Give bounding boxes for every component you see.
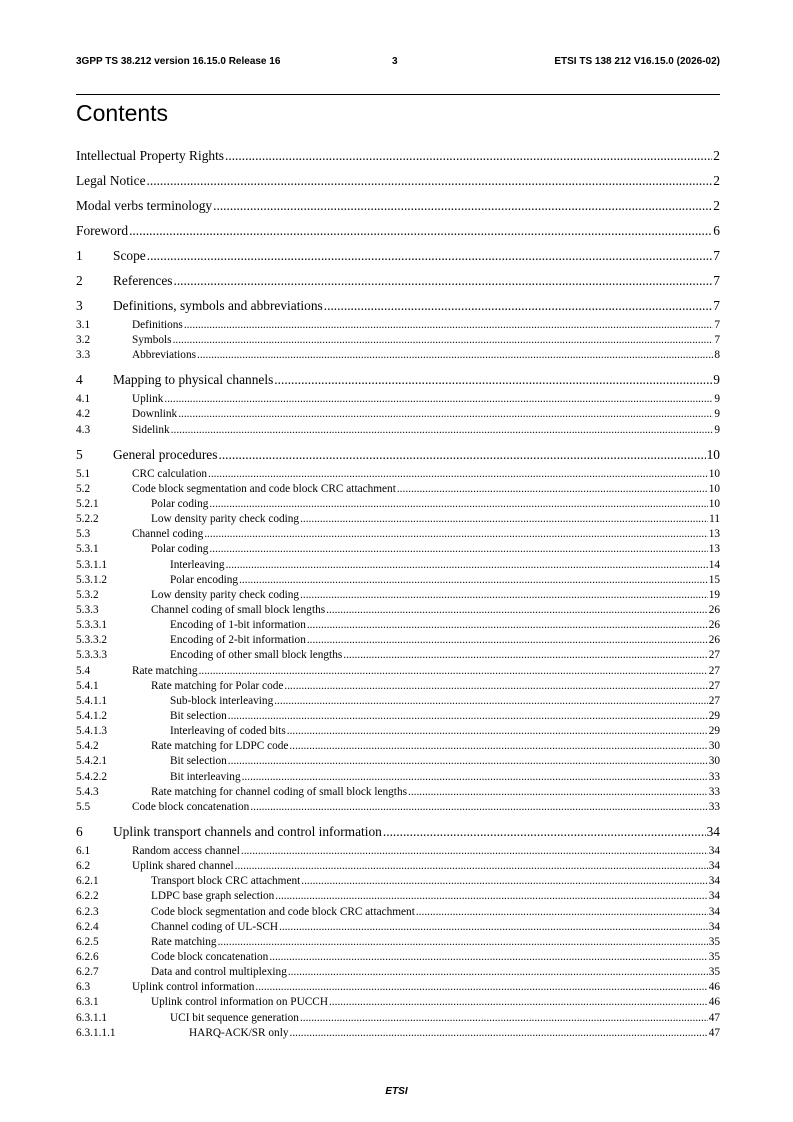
toc-entry-number: 6.3.1: [76, 996, 99, 1009]
toc-entry-title: Channel coding of small block lengths: [151, 603, 326, 616]
toc-entry[interactable]: [76, 890, 720, 904]
toc-leader-dots: [239, 574, 708, 586]
toc-entry-number: 5.4.1.3: [76, 725, 108, 738]
toc-entry-number: 5.3: [76, 528, 91, 541]
toc-entry-page: 9: [714, 408, 720, 421]
toc-entry[interactable]: [76, 589, 720, 603]
page-header: [76, 56, 720, 72]
toc-leader-dots: [129, 223, 712, 239]
toc-entry-title: Uplink transport channels and control information: [113, 823, 382, 839]
toc-entry-number: 5.3.3.1: [76, 619, 108, 632]
toc-leader-dots: [147, 248, 713, 264]
toc-entry-number: 5.4.1.2: [76, 710, 108, 722]
toc-entry[interactable]: [76, 223, 720, 240]
toc-entry[interactable]: [76, 319, 720, 333]
toc-entry-page: 10: [708, 482, 720, 495]
toc-leader-dots: [228, 755, 708, 767]
toc-entry-number: 6.1: [76, 844, 91, 857]
page-title: Contents: [76, 100, 169, 126]
toc-entry-page: 33: [708, 785, 720, 798]
toc-entry-title: Modal verbs terminology: [76, 198, 213, 213]
header-page-number: 3: [392, 56, 398, 67]
toc-entry-title: Definitions: [132, 319, 183, 331]
toc-leader-dots: [284, 680, 707, 692]
toc-entry-title: Abbreviations: [132, 349, 197, 362]
toc-entry-page: 34: [708, 875, 720, 888]
toc-entry-page: 2: [713, 148, 720, 163]
toc-entry-number: 5.4.2.2: [76, 770, 108, 783]
toc-leader-dots: [173, 273, 712, 289]
toc-entry[interactable]: [76, 273, 720, 290]
toc-entry[interactable]: [76, 248, 720, 265]
toc-entry-title: Channel coding of UL-SCH: [151, 920, 279, 933]
toc-entry-number: 3.1: [76, 319, 91, 331]
toc-leader-dots: [204, 528, 707, 540]
toc-entry-number: 3.2: [76, 334, 91, 347]
toc-leader-dots: [226, 559, 708, 571]
toc-leader-dots: [235, 860, 708, 872]
toc-entry-page: 2: [713, 198, 720, 213]
toc-entry-page: 14: [708, 558, 720, 571]
toc-entry-page: 13: [708, 528, 720, 541]
toc-entry[interactable]: [76, 498, 720, 512]
toc-entry-title: LDPC base graph selection: [151, 890, 275, 903]
toc-leader-dots: [383, 824, 706, 840]
toc-entry-page: 34: [708, 890, 720, 903]
toc-entry-title: Data and control multiplexing: [151, 966, 287, 979]
toc-entry-page: 7: [714, 319, 720, 331]
toc-entry[interactable]: [76, 665, 720, 679]
toc-leader-dots: [301, 875, 707, 887]
toc-entry-title: Low density parity check coding: [151, 588, 300, 601]
toc-entry-title: Encoding of 2-bit information: [170, 634, 306, 647]
toc-entry-number: 5.4.2.1: [76, 755, 108, 768]
toc-entry-page: 10: [708, 467, 720, 480]
toc-entry-number: 3.3: [76, 349, 91, 362]
toc-entry-page: 26: [708, 603, 720, 616]
toc-entry-number: 6.2.4: [76, 920, 99, 933]
toc-entry-page: 47: [708, 1011, 720, 1024]
toc-entry-page: 7: [714, 334, 720, 347]
header-etsi-reference: ETSI TS 138 212 V16.15.0 (2026-02): [554, 56, 720, 67]
toc-entry-title: Bit selection: [170, 710, 227, 722]
toc-leader-dots: [250, 801, 707, 813]
toc-leader-dots: [300, 1012, 708, 1024]
toc-entry[interactable]: [76, 771, 720, 785]
toc-entry-number: 6.3.1.1.1: [76, 1026, 116, 1039]
toc-entry-page: 46: [708, 981, 720, 994]
toc-entry[interactable]: [76, 372, 720, 389]
toc-entry-title: References: [113, 273, 173, 288]
toc-entry-title: Uplink control information: [132, 981, 255, 994]
toc-leader-dots: [290, 1027, 708, 1039]
toc-entry[interactable]: [76, 559, 720, 573]
toc-entry-number: 4.2: [76, 408, 91, 421]
toc-entry-title: Code block segmentation and code block CRC attachment: [151, 905, 415, 918]
toc-leader-dots: [173, 334, 714, 346]
toc-leader-dots: [213, 198, 712, 214]
toc-entry[interactable]: [76, 860, 720, 874]
toc-entry-page: 27: [708, 679, 720, 692]
toc-entry-title: Transport block CRC attachment: [151, 875, 301, 888]
toc-entry-title: Sub-block interleaving: [170, 694, 274, 707]
toc-leader-dots: [279, 921, 708, 933]
toc-entry-title: Interleaving: [170, 558, 225, 571]
toc-entry[interactable]: [76, 695, 720, 709]
toc-entry[interactable]: [76, 393, 720, 407]
toc-leader-dots: [288, 966, 708, 978]
toc-entry-number: 5.2.1: [76, 497, 99, 510]
toc-entry[interactable]: [76, 996, 720, 1010]
toc-entry[interactable]: [76, 198, 720, 215]
toc-entry-number: 6.2.5: [76, 935, 99, 948]
toc-entry-number: 1: [76, 248, 83, 263]
toc-leader-dots: [255, 981, 707, 993]
toc-entry-title: Mapping to physical channels: [113, 372, 274, 388]
toc-entry[interactable]: [76, 801, 720, 815]
toc-entry[interactable]: [76, 906, 720, 920]
toc-entry-page: 34: [708, 905, 720, 918]
toc-entry-number: 4: [76, 372, 83, 388]
toc-entry-title: Polar coding: [151, 543, 209, 556]
toc-leader-dots: [178, 408, 713, 420]
toc-entry-number: 6.3: [76, 981, 91, 994]
toc-entry-number: 5.4.3: [76, 785, 99, 798]
toc-entry-page: 47: [708, 1026, 720, 1039]
toc-entry-title: Low density parity check coding: [151, 513, 300, 526]
toc-entry-number: 5.4: [76, 664, 91, 677]
toc-entry[interactable]: [76, 528, 720, 542]
toc-entry[interactable]: [76, 710, 720, 724]
toc-leader-dots: [225, 148, 712, 164]
toc-leader-dots: [171, 424, 714, 436]
toc-entry[interactable]: [76, 725, 720, 739]
toc-entry-page: 33: [708, 800, 720, 813]
toc-leader-dots: [324, 298, 713, 314]
toc-entry-page: 11: [709, 513, 720, 526]
toc-entry-number: 6.2.2: [76, 890, 99, 903]
toc-entry-page: 34: [708, 844, 720, 857]
toc-entry[interactable]: [76, 921, 720, 935]
toc-entry-page: 6: [713, 223, 720, 238]
toc-entry[interactable]: [76, 740, 720, 754]
toc-entry-number: 5.4.1.1: [76, 694, 108, 707]
toc-entry[interactable]: [76, 1027, 720, 1041]
toc-entry[interactable]: [76, 981, 720, 995]
toc-entry-title: Uplink shared channel: [132, 860, 234, 873]
toc-entry-page: 9: [714, 393, 720, 406]
toc-entry[interactable]: [76, 951, 720, 965]
toc-entry-title: Uplink control information on PUCCH: [151, 996, 328, 1009]
toc-entry-page: 30: [708, 740, 720, 753]
toc-entry-number: 5.2: [76, 482, 91, 495]
toc-entry[interactable]: [76, 1012, 720, 1026]
toc-entry-number: 5.2.2: [76, 513, 99, 526]
toc-entry-title: Legal Notice: [76, 173, 146, 188]
toc-entry-page: 34: [708, 860, 720, 873]
header-spec-version: 3GPP TS 38.212 version 16.15.0 Release 16: [76, 56, 281, 67]
toc-entry[interactable]: [76, 845, 720, 859]
toc-entry[interactable]: [76, 298, 720, 315]
toc-entry-page: 29: [708, 725, 720, 738]
toc-entry[interactable]: [76, 173, 720, 190]
toc-entry-number: 6.2: [76, 860, 91, 873]
toc-leader-dots: [199, 665, 708, 677]
toc-entry-page: 10: [708, 497, 720, 510]
toc-entry-title: Encoding of other small block lengths: [170, 649, 343, 662]
toc-entry-page: 35: [708, 950, 720, 963]
toc-leader-dots: [218, 447, 705, 463]
toc-leader-dots: [147, 173, 713, 189]
toc-entry[interactable]: [76, 483, 720, 497]
toc-entry[interactable]: [76, 424, 720, 438]
toc-entry[interactable]: [76, 755, 720, 769]
toc-leader-dots: [218, 936, 708, 948]
toc-entry-number: 6.2.7: [76, 966, 99, 979]
toc-leader-dots: [289, 740, 707, 752]
toc-entry-number: 5.3.3.3: [76, 649, 108, 662]
toc-leader-dots: [275, 890, 707, 902]
toc-entry[interactable]: [76, 447, 720, 464]
toc-entry-title: Foreword: [76, 223, 129, 238]
toc-entry-title: Interleaving of coded bits: [170, 725, 286, 738]
toc-entry[interactable]: [76, 936, 720, 950]
toc-entry[interactable]: [76, 824, 720, 841]
toc-entry-page: 10: [706, 446, 720, 462]
toc-entry-title: Channel coding: [132, 528, 204, 541]
toc-leader-dots: [209, 498, 707, 510]
toc-leader-dots: [300, 513, 708, 525]
toc-entry-title: Polar encoding: [170, 573, 239, 586]
toc-entry-page: 34: [706, 823, 720, 839]
toc-entry-page: 35: [708, 935, 720, 948]
toc-entry[interactable]: [76, 649, 720, 663]
toc-entry-title: Rate matching for Polar code: [151, 679, 284, 692]
toc-entry-title: Code block segmentation and code block CRC attachment: [132, 482, 396, 495]
toc-entry-title: Random access channel: [132, 844, 240, 857]
toc-entry-page: 30: [708, 755, 720, 768]
toc-entry[interactable]: [76, 334, 720, 348]
toc-entry-page: 33: [708, 770, 720, 783]
toc-leader-dots: [287, 725, 708, 737]
toc-entry-title: HARQ-ACK/SR only: [189, 1026, 289, 1039]
toc-entry-number: 5: [76, 446, 83, 462]
toc-leader-dots: [300, 589, 708, 601]
toc-entry-page: 27: [708, 664, 720, 677]
toc-entry-number: 5.4.2: [76, 740, 99, 753]
toc-leader-dots: [228, 710, 708, 722]
toc-entry[interactable]: [76, 574, 720, 588]
toc-entry-page: 7: [713, 273, 720, 288]
toc-entry-number: 6: [76, 823, 83, 839]
toc-leader-dots: [307, 634, 708, 646]
toc-entry-page: 35: [708, 966, 720, 979]
toc-entry-number: 3: [76, 298, 83, 313]
toc-entry-page: 26: [708, 619, 720, 632]
toc-entry-title: Rate matching: [132, 664, 198, 677]
toc-entry-number: 5.4.1: [76, 679, 99, 692]
toc-leader-dots: [197, 349, 713, 361]
toc-entry-page: 7: [713, 248, 720, 263]
toc-leader-dots: [184, 319, 714, 331]
toc-entry-page: 29: [708, 710, 720, 722]
toc-leader-dots: [208, 468, 708, 480]
toc-entry-number: 5.3.1: [76, 543, 99, 556]
toc-entry[interactable]: [76, 543, 720, 557]
toc-entry-page: 9: [713, 372, 720, 388]
toc-entry-title: Bit interleaving: [170, 770, 241, 783]
toc-entry-number: 6.2.3: [76, 905, 99, 918]
toc-entry-title: Code block concatenation: [151, 950, 269, 963]
toc-leader-dots: [269, 951, 707, 963]
toc-leader-dots: [241, 845, 708, 857]
toc-entry[interactable]: [76, 604, 720, 618]
toc-entry-number: 5.5: [76, 800, 91, 813]
toc-entry-page: 7: [713, 298, 720, 313]
toc-entry[interactable]: [76, 513, 720, 527]
toc-leader-dots: [397, 483, 708, 495]
toc-entry-page: 26: [708, 634, 720, 647]
toc-entry-page: 15: [708, 573, 720, 586]
toc-entry-number: 4.3: [76, 423, 91, 436]
toc-entry-number: 6.3.1.1: [76, 1011, 108, 1024]
toc-entry[interactable]: [76, 408, 720, 422]
toc-entry-title: Rate matching for LDPC code: [151, 740, 289, 753]
toc-entry-title: General procedures: [113, 446, 218, 462]
page-footer: ETSI: [385, 1086, 408, 1097]
toc-entry-title: Polar coding: [151, 497, 209, 510]
toc-leader-dots: [209, 543, 707, 555]
header-divider: [76, 94, 720, 95]
toc-entry-page: 27: [708, 694, 720, 707]
toc-entry-number: 5.3.2: [76, 588, 99, 601]
toc-entry-page: 2: [713, 173, 720, 188]
toc-entry-page: 13: [708, 543, 720, 556]
toc-entry-number: 5.3.1.1: [76, 558, 108, 571]
toc-entry-title: Intellectual Property Rights: [76, 148, 225, 163]
toc-entry[interactable]: [76, 468, 720, 482]
toc-entry[interactable]: [76, 349, 720, 363]
toc-leader-dots: [343, 649, 707, 661]
toc-entry-page: 34: [708, 920, 720, 933]
toc-leader-dots: [164, 393, 713, 405]
toc-entry-number: 6.2.6: [76, 950, 99, 963]
toc-leader-dots: [274, 695, 707, 707]
toc-entry[interactable]: [76, 619, 720, 633]
toc-leader-dots: [274, 372, 712, 388]
toc-entry-page: 19: [708, 588, 720, 601]
toc-leader-dots: [329, 996, 708, 1008]
toc-entry-title: Definitions, symbols and abbreviations: [113, 298, 323, 313]
toc-entry-number: 2: [76, 273, 83, 288]
toc-entry-page: 8: [714, 349, 720, 362]
toc-entry[interactable]: [76, 875, 720, 889]
toc-entry-number: 5.3.3.2: [76, 634, 108, 647]
toc-entry-title: UCI bit sequence generation: [170, 1011, 299, 1024]
toc-entry[interactable]: [76, 786, 720, 800]
toc-entry-number: 4.1: [76, 393, 91, 406]
toc-leader-dots: [416, 906, 708, 918]
toc-entry-number: 5.3.3: [76, 603, 99, 616]
toc-entry[interactable]: [76, 148, 720, 165]
toc-entry[interactable]: [76, 634, 720, 648]
toc-entry[interactable]: [76, 680, 720, 694]
toc-entry-page: 9: [714, 423, 720, 436]
toc-entry-page: 27: [708, 649, 720, 662]
toc-entry-title: Scope: [113, 248, 146, 263]
toc-entry-title: Symbols: [132, 334, 172, 347]
toc-entry-title: Rate matching: [151, 935, 217, 948]
toc-leader-dots: [326, 604, 708, 616]
toc-entry-number: 5.3.1.2: [76, 573, 108, 586]
toc-entry-page: 46: [708, 996, 720, 1009]
toc-entry-title: Downlink: [132, 408, 178, 421]
toc-entry-number: 5.1: [76, 467, 91, 480]
toc-entry-title: Rate matching for channel coding of small block lengths: [151, 785, 407, 798]
toc-leader-dots: [307, 619, 708, 631]
toc-leader-dots: [242, 771, 708, 783]
toc-entry-title: CRC calculation: [132, 467, 207, 480]
toc-entry-title: Uplink: [132, 393, 164, 406]
toc-entry-title: Code block concatenation: [132, 800, 250, 813]
toc-entry-title: Sidelink: [132, 423, 170, 436]
toc-entry[interactable]: [76, 966, 720, 980]
toc-entry-title: Bit selection: [170, 755, 227, 768]
toc-entry-title: Encoding of 1-bit information: [170, 619, 306, 632]
toc-entry-number: 6.2.1: [76, 875, 99, 888]
toc-leader-dots: [408, 786, 708, 798]
